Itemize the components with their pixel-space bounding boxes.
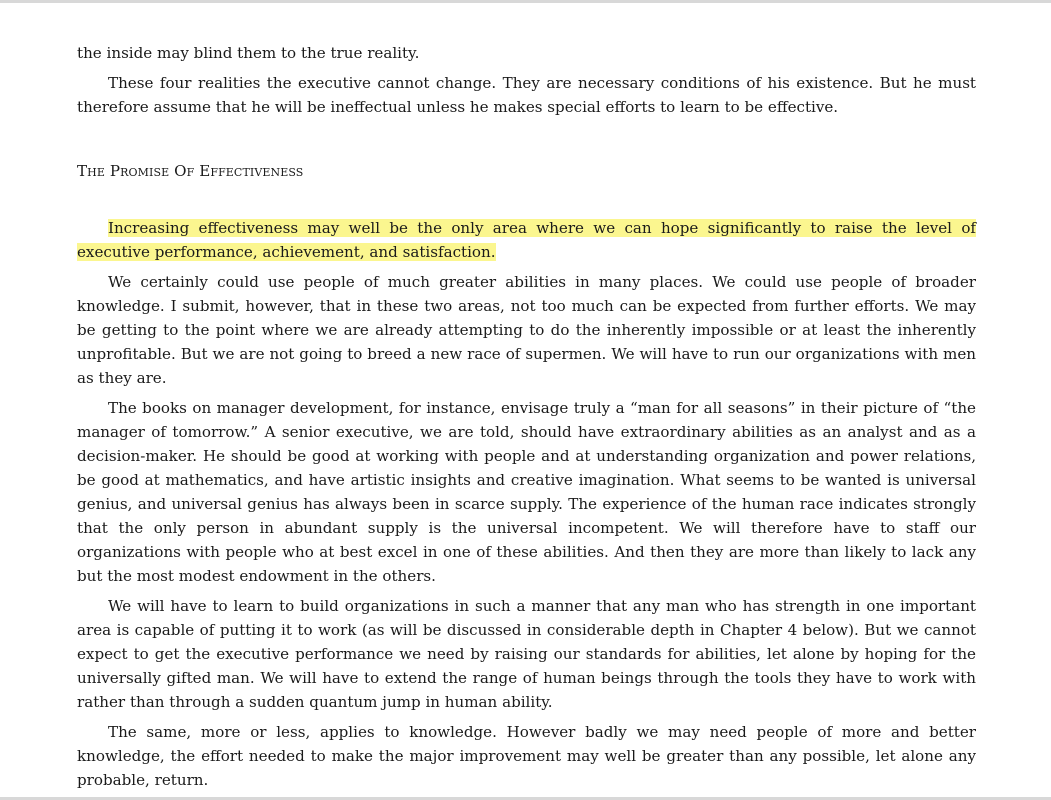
paragraph-four-realities: These four realities the executive cannot change. They are necessary conditions of his existence. But he must therefore assume that he will be ineffectual unless he makes special efforts to learn to be effective.: [77, 74, 976, 116]
section-heading: The Promise Of Effectiveness: [77, 162, 304, 180]
highlighted-paragraph[interactable]: [77, 216, 976, 264]
text-highlight[interactable]: Increasing effectiveness may well be the only area where we can hope significantly to raise the level of executive performance, achievement, and satisfaction.: [77, 219, 976, 261]
paragraph-manager-development: The books on manager development, for instance, envisage truly a “man for all seasons” in their picture of “the manager of tomorrow.” A senior executive, we are told, should have extraordinary abilities as an analyst and as a decision-maker. He should be good at working with people and at understanding organization and power relations, be good at mathematics, and have artistic insights and creative imagination. What seems to be wanted is universal genius, and universal genius has always been in scarce supply. The experience of the human race indicates strongly that the only person in abundant supply is the universal incompetent. We will therefore have to staff our organizations with people who at best excel in one of these abilities. And then they are more than likely to lack any but the most modest endowment in the others.: [77, 399, 976, 585]
paragraph-continuation: the inside may blind them to the true reality.: [77, 44, 420, 62]
paragraph-greater-abilities: We certainly could use people of much greater abilities in many places. We could use people of broader knowledge. I submit, however, that in these two areas, not too much can be expected from further efforts. We may be getting to the point where we are already attempting to do the inherently impossible or at least the inherently unprofitable. But we are not going to breed a new race of supermen. We will have to run our organizations with men as they are.: [77, 273, 976, 387]
document-page: [77, 41, 976, 792]
paragraph-build-organizations: We will have to learn to build organizations in such a manner that any man who has strength in one important area is capable of putting it to work (as will be discussed in considerable depth in Chapter 4 below). But we cannot expect to get the executive performance we need by raising our standards for abilities, let alone by hoping for the universally gifted man. We will have to extend the range of human beings through the tools they have to work with rather than through a sudden quantum jump in human ability.: [77, 597, 976, 711]
paragraph-knowledge: The same, more or less, applies to knowledge. However badly we may need people of more and better knowledge, the effort needed to make the major improvement may well be greater than any possible, let alone any probable, return.: [77, 723, 976, 789]
page-top-border: [0, 0, 1051, 3]
